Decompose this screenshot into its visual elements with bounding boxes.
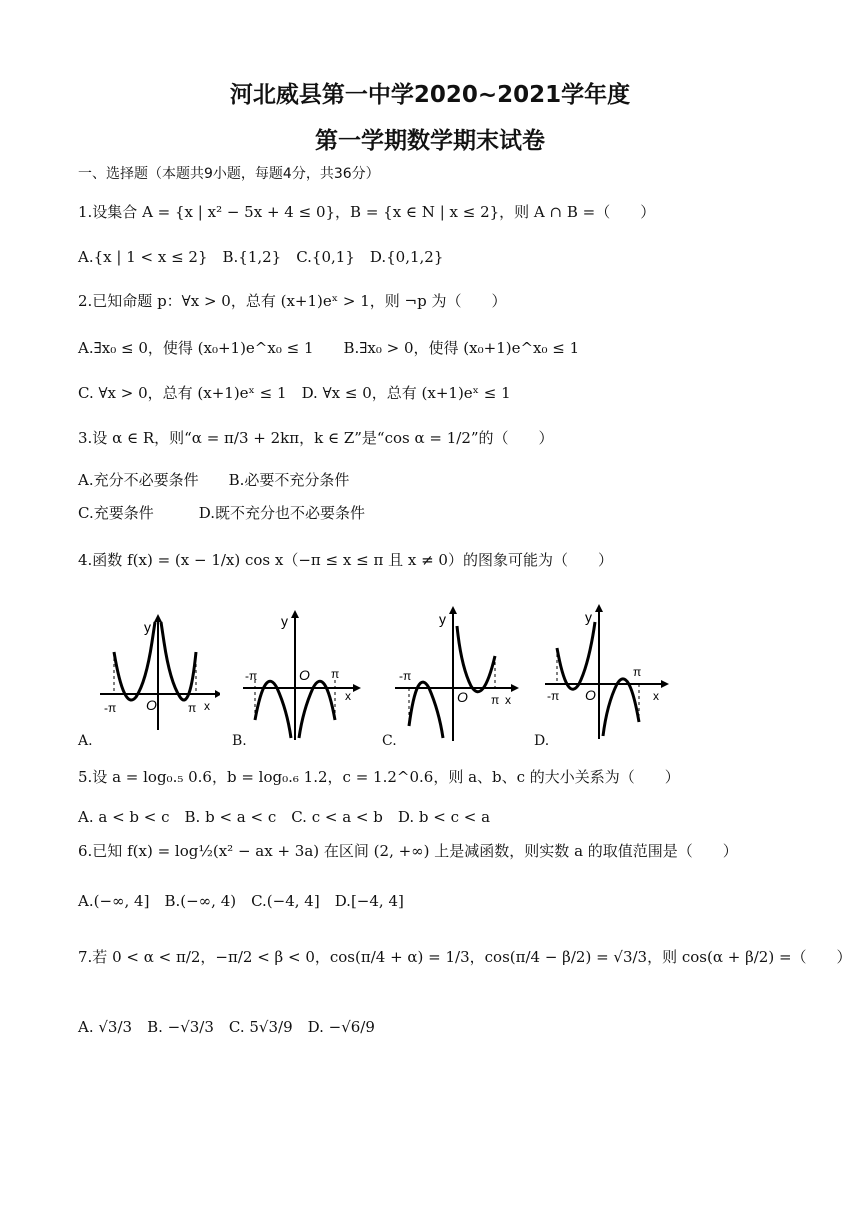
graph-a bbox=[100, 612, 220, 732]
graph-b-y-label: y bbox=[281, 613, 288, 629]
graph-c-y-label: y bbox=[439, 611, 446, 627]
page-subtitle: 第一学期数学期末试卷 bbox=[315, 128, 545, 154]
question-1-options: A.{x | 1 < x ≤ 2} B.{1,2} C.{0,1} D.{0,1,2} bbox=[78, 248, 444, 266]
graph-a-neg-pi-label: -π bbox=[104, 701, 117, 715]
graph-d-origin-label: O bbox=[585, 687, 596, 703]
graph-c-neg-pi-label: -π bbox=[399, 669, 412, 683]
graph-b-neg-pi-label: -π bbox=[245, 669, 258, 683]
page-title: 河北威县第一中学2020~2021学年度 bbox=[229, 82, 631, 108]
graph-a-y-label: y bbox=[144, 619, 151, 635]
graph-c-origin-label: O bbox=[457, 689, 468, 705]
question-2: 2.已知命题 p：∀x > 0，总有 (x+1)eˣ > 1，则 ¬p 为（ ） bbox=[78, 292, 507, 310]
question-6: 6.已知 f(x) = log½(x² − ax + 3a) 在区间 (2, +∞) 上是减函数，则实数 a 的取值范围是（ ） bbox=[78, 842, 738, 860]
question-5-options: A. a < b < c B. b < a < c C. c < a < b D. b < c < a bbox=[78, 808, 491, 826]
graph-d-pi-label: π bbox=[633, 665, 642, 679]
graph-b-x-label: x bbox=[345, 689, 351, 703]
question-4: 4.函数 f(x) = (x − 1/x) cos x（−π ≤ x ≤ π 且 x ≠ 0）的图象可能为（ ） bbox=[78, 551, 613, 569]
graph-d-label: D. bbox=[534, 733, 550, 749]
graph-c bbox=[395, 606, 520, 746]
question-6-options: A.(−∞, 4] B.(−∞, 4) C.(−4, 4] D.[−4, 4] bbox=[78, 892, 404, 910]
question-3: 3.设 α ∈ R，则“α = π/3 + 2kπ，k ∈ Z”是“cos α = 1/2”的（ ） bbox=[78, 429, 554, 447]
question-1: 1.设集合 A = {x | x² − 5x + 4 ≤ 0}，B = {x ∈ N | x ≤ 2}，则 A ∩ B =（ ） bbox=[78, 203, 656, 221]
question-5: 5.设 a = log₀.₅ 0.6，b = log₀.₆ 1.2，c = 1.2^0.6，则 a、b、c 的大小关系为（ ） bbox=[78, 768, 680, 786]
graph-a-origin-label: O bbox=[146, 697, 157, 713]
question-3-options-b: C.充要条件 D.既不充分也不必要条件 bbox=[78, 504, 365, 522]
graph-d-x-label: x bbox=[653, 689, 659, 703]
graph-b-origin-label: O bbox=[299, 667, 310, 683]
graph-b bbox=[243, 610, 363, 745]
graph-a-x-label: x bbox=[204, 699, 210, 713]
question-2-options-a: A.∃x₀ ≤ 0，使得 (x₀+1)e^x₀ ≤ 1 B.∃x₀ > 0，使得 (x₀+1)e^x₀ ≤ 1 bbox=[78, 339, 580, 357]
question-7-options: A. √3/3 B. −√3/3 C. 5√3/9 D. −√6/9 bbox=[78, 1018, 375, 1036]
graph-b-pi-label: π bbox=[331, 667, 340, 681]
graph-d-neg-pi-label: -π bbox=[547, 689, 560, 703]
graph-b-label: B. bbox=[232, 733, 247, 749]
question-7: 7.若 0 < α < π/2，−π/2 < β < 0，cos(π/4 + α) = 1/3，cos(π/4 − β/2) = √3/3，则 cos(α + β/2) =（ ） bbox=[78, 948, 852, 966]
graph-d bbox=[545, 604, 670, 744]
section-heading: 一、选择题（本题共9小题，每题4分，共36分） bbox=[78, 166, 380, 182]
graph-c-label: C. bbox=[382, 733, 397, 749]
graph-a-label: A. bbox=[78, 733, 93, 749]
graph-c-pi-label: π bbox=[491, 693, 500, 707]
question-2-options-b: C. ∀x > 0，总有 (x+1)eˣ ≤ 1 D. ∀x ≤ 0，总有 (x+1)eˣ ≤ 1 bbox=[78, 384, 511, 402]
graph-d-y-label: y bbox=[585, 609, 592, 625]
graph-a-pi-label: π bbox=[188, 701, 197, 715]
question-3-options-a: A.充分不必要条件 B.必要不充分条件 bbox=[78, 471, 350, 489]
graph-c-x-label: x bbox=[505, 693, 511, 707]
